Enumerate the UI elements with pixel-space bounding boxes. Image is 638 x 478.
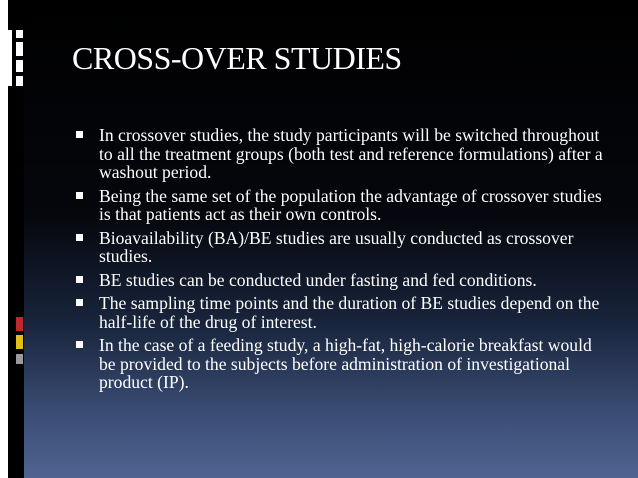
decor-block-white	[8, 30, 12, 86]
left-edge-bar	[0, 0, 8, 478]
decor-block-yellow	[16, 335, 23, 349]
bullet-text: The sampling time points and the duration of BE studies depend on the half-life of the drug of interest.	[99, 293, 600, 332]
square-bullet-icon	[76, 131, 83, 138]
square-bullet-icon	[76, 192, 83, 199]
slide-title: CROSS-OVER STUDIES	[72, 40, 402, 76]
bullet-list	[76, 126, 606, 397]
bullet-text: Bioavailability (BA)/BE studies are usually conducted as crossover studies.	[99, 227, 574, 266]
bullet-text: Being the same set of the population the advantage of crossover studies is that patients act as their own controls.	[99, 185, 602, 224]
decor-block-white	[16, 30, 23, 38]
square-bullet-icon	[76, 234, 83, 241]
bullet-text: In the case of a feeding study, a high-fat, high-calorie breakfast would be provided to the subjects before administration of investigational product (IP).	[99, 335, 592, 392]
square-bullet-icon	[76, 341, 83, 348]
square-bullet-icon	[76, 276, 83, 283]
decor-block-red	[16, 317, 23, 331]
square-bullet-icon	[76, 299, 83, 306]
decor-block-white	[16, 60, 23, 72]
bullet-item	[76, 126, 606, 182]
bullet-item	[76, 271, 606, 290]
decor-block-gray	[16, 354, 23, 364]
bullet-text: BE studies can be conducted under fasting and fed conditions.	[99, 269, 537, 290]
bullet-item	[76, 229, 606, 266]
bullet-item	[76, 187, 606, 224]
decor-block-white	[16, 42, 23, 56]
bullet-text: In crossover studies, the study participants will be switched throughout to all the treatment groups (both test and reference formulations) after a washout period.	[99, 125, 603, 182]
decor-block-white	[16, 76, 23, 86]
bullet-item	[76, 294, 606, 331]
bullet-item	[76, 336, 606, 392]
